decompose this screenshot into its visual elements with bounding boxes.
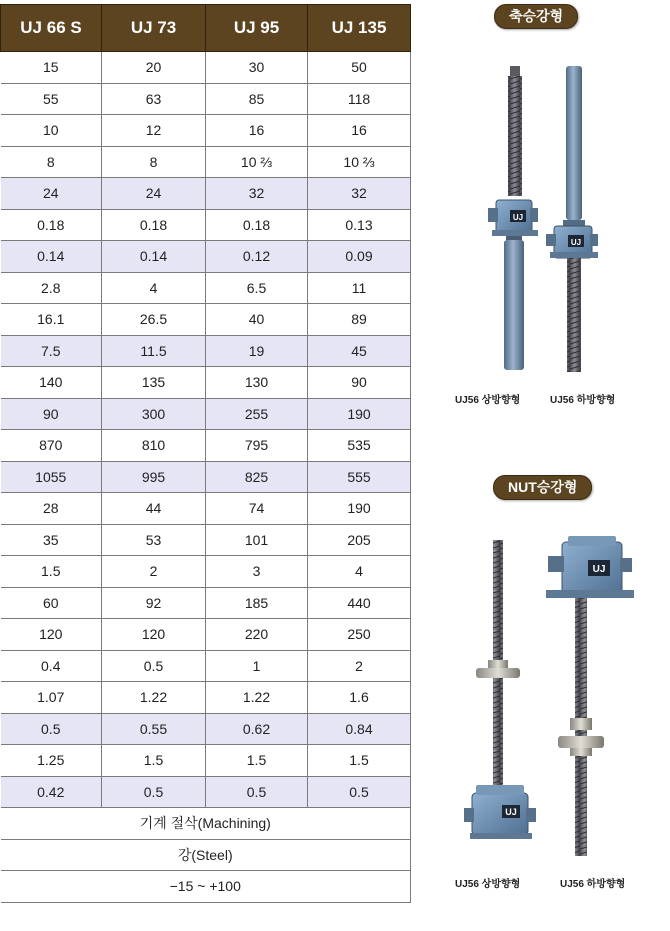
spec-body [1, 52, 411, 903]
table-cell: 535 [308, 430, 411, 462]
table-span-cell: 기계 절삭(Machining) [1, 808, 411, 840]
table-cell: 4 [308, 556, 411, 588]
table-row [1, 367, 411, 399]
table-row [1, 398, 411, 430]
table-cell: 90 [1, 398, 102, 430]
table-cell: 24 [102, 178, 206, 210]
product-label: UJ [570, 238, 582, 247]
table-cell: 0.5 [308, 776, 411, 808]
table-cell: 10 ⅔ [308, 146, 411, 178]
table-cell: 4 [102, 272, 206, 304]
table-cell: 101 [206, 524, 308, 556]
table-cell: 1.5 [308, 745, 411, 777]
product-label: UJ [512, 213, 524, 222]
table-cell: 32 [206, 178, 308, 210]
table-cell: 6.5 [206, 272, 308, 304]
spec-table [0, 4, 411, 903]
table-row [1, 304, 411, 336]
table-row [1, 587, 411, 619]
table-row [1, 619, 411, 651]
table-cell: 10 ⅔ [206, 146, 308, 178]
table-cell: 555 [308, 461, 411, 493]
product-label: UJ [592, 564, 606, 575]
table-cell: 120 [102, 619, 206, 651]
product-illustrations [430, 30, 670, 900]
table-cell: 0.12 [206, 241, 308, 273]
table-cell: 185 [206, 587, 308, 619]
table-cell: 1.25 [1, 745, 102, 777]
table-cell: 205 [308, 524, 411, 556]
caption-shaft-up: UJ56 상방향형 [455, 395, 521, 406]
table-cell: 118 [308, 83, 411, 115]
table-cell: 45 [308, 335, 411, 367]
table-row [1, 178, 411, 210]
table-cell: 19 [206, 335, 308, 367]
table-cell: 20 [102, 52, 206, 84]
table-cell: 89 [308, 304, 411, 336]
table-cell: 0.5 [102, 650, 206, 682]
table-cell: 30 [206, 52, 308, 84]
table-cell: 63 [102, 83, 206, 115]
table-cell: 300 [102, 398, 206, 430]
table-cell: 92 [102, 587, 206, 619]
table-cell: 1.5 [206, 745, 308, 777]
table-cell: 11 [308, 272, 411, 304]
table-cell: 440 [308, 587, 411, 619]
product-label: UJ [505, 807, 517, 817]
table-cell: 190 [308, 398, 411, 430]
table-row [1, 650, 411, 682]
table-row [1, 745, 411, 777]
table-row [1, 335, 411, 367]
table-cell: 7.5 [1, 335, 102, 367]
jack-down-type-nut-image [546, 536, 634, 856]
table-cell: 53 [102, 524, 206, 556]
table-cell: 1.22 [102, 682, 206, 714]
table-row [1, 430, 411, 462]
table-cell: 40 [206, 304, 308, 336]
table-cell: 255 [206, 398, 308, 430]
table-cell: 0.84 [308, 713, 411, 745]
table-cell: 0.18 [206, 209, 308, 241]
table-cell: 0.14 [1, 241, 102, 273]
caption-nut-down: UJ56 하방향형 [560, 879, 626, 890]
jack-up-type-nut-image [464, 540, 536, 839]
table-row [1, 52, 411, 84]
table-cell: 74 [206, 493, 308, 525]
table-cell: 190 [308, 493, 411, 525]
table-row [1, 682, 411, 714]
table-cell: 0.5 [206, 776, 308, 808]
table-cell: 35 [1, 524, 102, 556]
table-cell: 26.5 [102, 304, 206, 336]
table-row [1, 776, 411, 808]
section-title-shaft-lift: 축승강형 [494, 4, 578, 29]
table-cell: 810 [102, 430, 206, 462]
table-cell: 0.18 [1, 209, 102, 241]
table-row [1, 871, 411, 903]
table-cell: 55 [1, 83, 102, 115]
table-cell: 0.42 [1, 776, 102, 808]
table-cell: 0.5 [1, 713, 102, 745]
table-cell: 50 [308, 52, 411, 84]
table-cell: 1055 [1, 461, 102, 493]
table-cell: 3 [206, 556, 308, 588]
table-cell: 0.14 [102, 241, 206, 273]
table-row [1, 146, 411, 178]
table-cell: 11.5 [102, 335, 206, 367]
table-cell: 0.4 [1, 650, 102, 682]
table-cell: 220 [206, 619, 308, 651]
table-row [1, 461, 411, 493]
table-cell: 0.62 [206, 713, 308, 745]
table-cell: 44 [102, 493, 206, 525]
table-cell: 2 [102, 556, 206, 588]
table-span-cell: −15 ~ +100 [1, 871, 411, 903]
caption-nut-up: UJ56 상방향형 [455, 879, 521, 890]
table-cell: 90 [308, 367, 411, 399]
table-cell: 795 [206, 430, 308, 462]
table-row [1, 83, 411, 115]
table-cell: 870 [1, 430, 102, 462]
table-cell: 32 [308, 178, 411, 210]
table-cell: 12 [102, 115, 206, 147]
table-cell: 60 [1, 587, 102, 619]
table-cell: 1.22 [206, 682, 308, 714]
table-row [1, 115, 411, 147]
table-cell: 0.18 [102, 209, 206, 241]
header-cell: UJ 66 S [1, 5, 102, 52]
table-cell: 250 [308, 619, 411, 651]
table-cell: 0.13 [308, 209, 411, 241]
table-cell: 1.5 [102, 745, 206, 777]
jack-up-type-shaft-image [488, 66, 538, 370]
caption-shaft-down: UJ56 하방향형 [550, 395, 616, 406]
table-row [1, 713, 411, 745]
header-cell: UJ 135 [308, 5, 411, 52]
table-cell: 825 [206, 461, 308, 493]
table-row [1, 839, 411, 871]
table-row [1, 209, 411, 241]
table-cell: 85 [206, 83, 308, 115]
table-cell: 10 [1, 115, 102, 147]
table-cell: 1.6 [308, 682, 411, 714]
table-cell: 130 [206, 367, 308, 399]
table-row [1, 493, 411, 525]
table-cell: 140 [1, 367, 102, 399]
table-row [1, 556, 411, 588]
table-cell: 0.09 [308, 241, 411, 273]
table-cell: 8 [102, 146, 206, 178]
table-cell: 2.8 [1, 272, 102, 304]
table-cell: 15 [1, 52, 102, 84]
header-row [1, 5, 411, 52]
table-cell: 120 [1, 619, 102, 651]
table-row [1, 524, 411, 556]
table-cell: 135 [102, 367, 206, 399]
header-cell: UJ 95 [206, 5, 308, 52]
jack-down-type-shaft-image [546, 66, 598, 372]
header-cell: UJ 73 [102, 5, 206, 52]
table-row [1, 241, 411, 273]
table-cell: 16 [206, 115, 308, 147]
table-cell: 995 [102, 461, 206, 493]
table-cell: 1 [206, 650, 308, 682]
table-cell: 0.55 [102, 713, 206, 745]
table-span-cell: 강(Steel) [1, 839, 411, 871]
table-cell: 16.1 [1, 304, 102, 336]
table-cell: 2 [308, 650, 411, 682]
table-cell: 1.5 [1, 556, 102, 588]
table-cell: 0.5 [102, 776, 206, 808]
table-cell: 16 [308, 115, 411, 147]
table-row [1, 272, 411, 304]
table-cell: 8 [1, 146, 102, 178]
table-row [1, 808, 411, 840]
section-title-nut-lift: NUT승강형 [493, 475, 592, 500]
table-cell: 28 [1, 493, 102, 525]
table-cell: 24 [1, 178, 102, 210]
table-cell: 1.07 [1, 682, 102, 714]
